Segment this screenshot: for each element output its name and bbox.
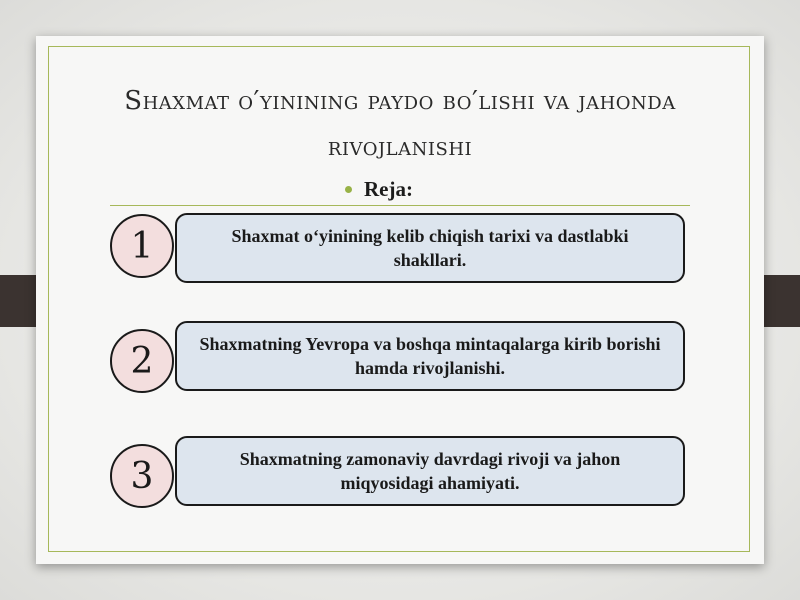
slide-title: Shaxmat o′yinining paydo bo′lishi va jahonda rivojlanishi [124, 86, 676, 162]
item-number-2: 2 [110, 329, 174, 393]
item-box-1: Shaxmat o‘yinining kelib chiqish tarixi va dastlabki shakllari. [175, 213, 685, 283]
bullet-icon [345, 186, 352, 193]
item-box-2: Shaxmatning Yevropa va boshqa mintaqalarga kirib borishi hamda rivojlanishi. [175, 321, 685, 391]
divider-line [110, 205, 690, 206]
subtitle-row [345, 176, 413, 202]
item-number-1: 1 [110, 214, 174, 278]
item-number-3: 3 [110, 444, 174, 508]
item-box-3: Shaxmatning zamonaviy davrdagi rivoji va jahon miqyosidagi ahamiyati. [175, 436, 685, 506]
slide-subtitle: Reja: [364, 176, 413, 201]
